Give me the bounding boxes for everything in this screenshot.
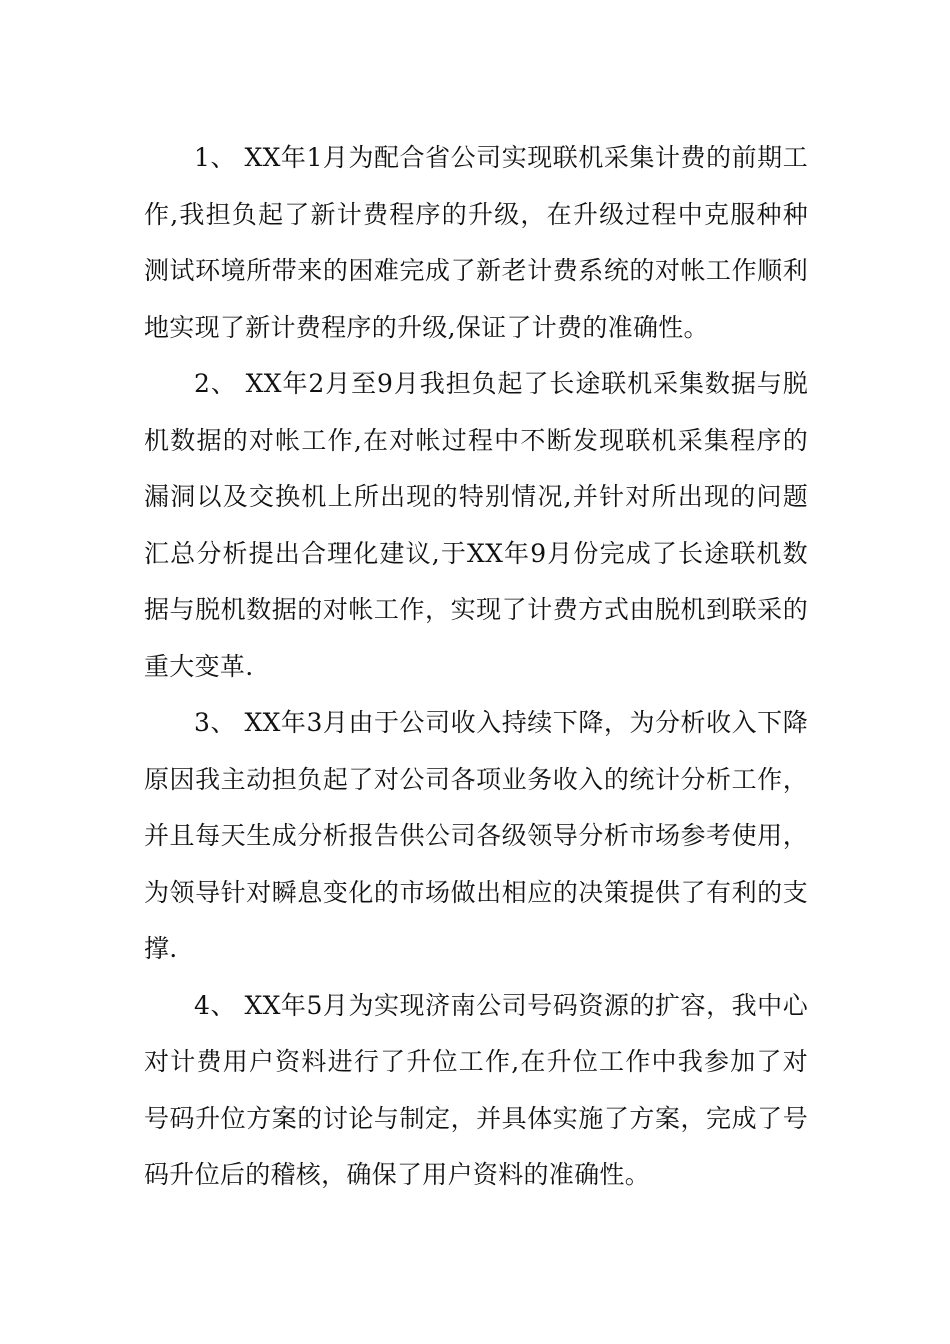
paragraph-4: 4、 XX年5月为实现济南公司号码资源的扩容，我中心对计费用户资料进行了升位工作,在升位工作中我参加了对号码升位方案的讨论与制定，并具体实施了方案，完成了号码升位后的稽核，确保了用户资料的准确性。 <box>144 990 808 1189</box>
paragraph-2: 2、 XX年2月至9月我担负起了长途联机采集数据与脱机数据的对帐工作,在对帐过程中不断发现联机采集程序的漏洞以及交换机上所出现的特别情况,并针对所出现的问题汇总分析提出合理化建议,于XX年9月份完成了长途联机数据与脱机数据的对帐工作，实现了计费方式由脱机到联采的重大变革. <box>144 369 808 681</box>
paragraph-1: 1、 XX年1月为配合省公司实现联机采集计费的前期工作,我担负起了新计费程序的升级，在升级过程中克服种种测试环境所带来的困难完成了新老计费系统的对帐工作顺利地实现了新计费程序的升级,保证了计费的准确性。 <box>144 143 808 342</box>
document-body <box>144 130 808 1204</box>
paragraph-3: 3、 XX年3月由于公司收入持续下降，为分析收入下降原因我主动担负起了对公司各项业务收入的统计分析工作，并且每天生成分析报告供公司各级领导分析市场参考使用，为领导针对瞬息变化的市场做出相应的决策提供了有利的支撑. <box>144 708 808 963</box>
